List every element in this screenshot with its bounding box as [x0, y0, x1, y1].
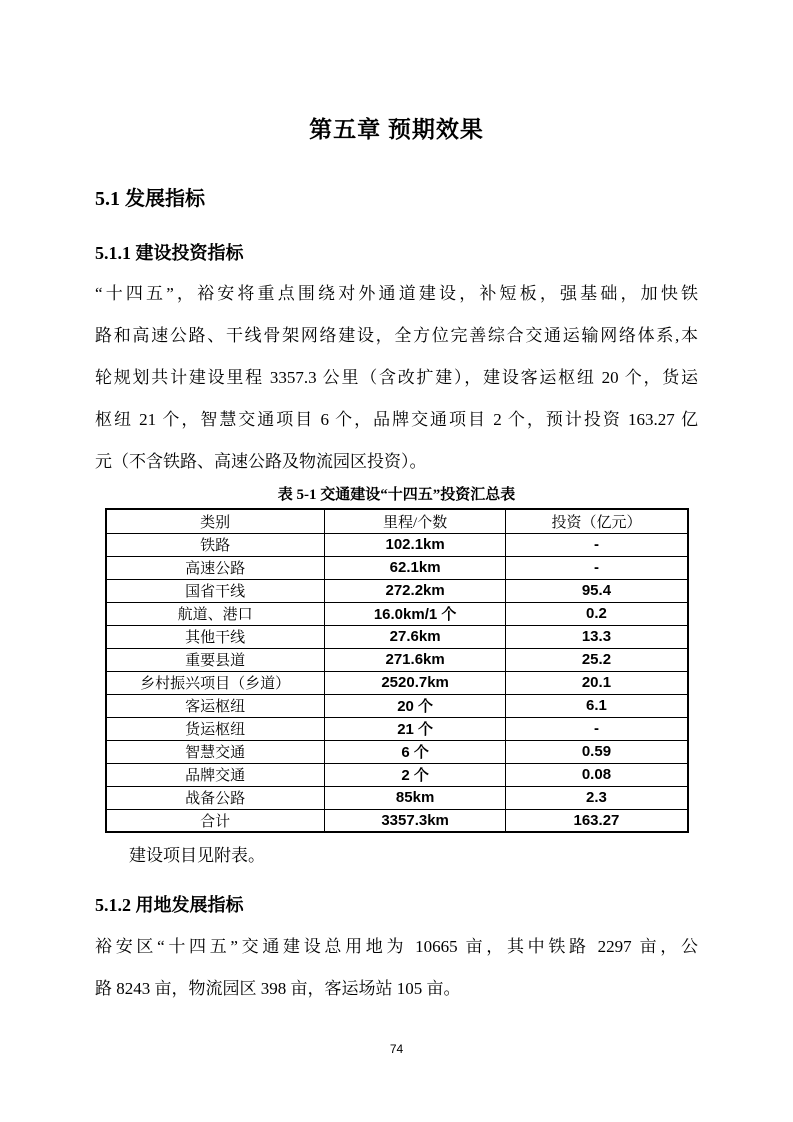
investment-cell: -: [506, 533, 688, 556]
page-number: 74: [389, 1042, 404, 1056]
investment-paragraph: [95, 273, 698, 483]
category-cell: 货运枢纽: [106, 717, 325, 740]
table-caption: 表 5-1 交通建设“十四五”投资汇总表: [277, 487, 516, 503]
paragraph-line: 元（不含铁路、高速公路及物流园区投资）。: [95, 452, 427, 471]
category-cell: 国省干线: [106, 579, 325, 602]
investment-cell: 163.27: [506, 809, 688, 832]
category-cell: 高速公路: [106, 556, 325, 579]
table-row: [106, 625, 688, 648]
paragraph-line: 轮规划共计建设里程 3357.3 公里（含改扩建），建设客运枢纽 20 个，货运: [95, 368, 698, 387]
category-cell: 铁路: [106, 533, 325, 556]
investment-cell: -: [506, 556, 688, 579]
table-row: [106, 809, 688, 832]
section-5-1-heading: 5.1 发展指标: [95, 188, 205, 210]
investment-cell: 2.3: [506, 786, 688, 809]
mileage-count-cell: 27.6km: [324, 625, 506, 648]
investment-cell: -: [506, 717, 688, 740]
table-row: [106, 717, 688, 740]
mileage-count-cell: 85km: [324, 786, 506, 809]
mileage-count-cell: 271.6km: [324, 648, 506, 671]
investment-cell: 0.08: [506, 763, 688, 786]
mileage-count-cell: 20 个: [324, 694, 506, 717]
mileage-count-cell: 2 个: [324, 763, 506, 786]
mileage-count-cell: 102.1km: [324, 533, 506, 556]
category-cell: 品牌交通: [106, 763, 325, 786]
investment-cell: 20.1: [506, 671, 688, 694]
table-row: [106, 533, 688, 556]
section-5-1-1-heading: 5.1.1 建设投资指标: [95, 243, 244, 263]
section-5-1-2-heading: 5.1.2 用地发展指标: [95, 895, 244, 915]
mileage-count-cell: 3357.3km: [324, 809, 506, 832]
investment-cell: 0.59: [506, 740, 688, 763]
paragraph-line: “十四五”，裕安将重点围绕对外通道建设，补短板，强基础，加快铁: [95, 284, 698, 303]
table-row: [106, 602, 688, 625]
category-cell: 智慧交通: [106, 740, 325, 763]
mileage-count-cell: 62.1km: [324, 556, 506, 579]
mileage-count-cell: 2520.7km: [324, 671, 506, 694]
table-row: [106, 648, 688, 671]
mileage-count-cell: 16.0km/1 个: [324, 602, 506, 625]
table-row: [106, 671, 688, 694]
investment-summary-table: [105, 508, 689, 833]
table-row: [106, 740, 688, 763]
paragraph-line: 路 8243 亩，物流园区 398 亩，客运场站 105 亩。: [95, 979, 461, 998]
category-cell: 航道、港口: [106, 602, 325, 625]
mileage-count-cell: 272.2km: [324, 579, 506, 602]
table-body: [106, 533, 688, 832]
header-investment: 投资（亿元）: [506, 509, 688, 533]
table-header-row: [106, 509, 688, 533]
table-row: [106, 763, 688, 786]
category-cell: 重要县道: [106, 648, 325, 671]
chapter-title: 第五章 预期效果: [309, 117, 484, 142]
category-cell: 其他干线: [106, 625, 325, 648]
header-category: 类别: [106, 509, 325, 533]
appendix-note: 建设项目见附表。: [129, 846, 265, 865]
table-row: [106, 694, 688, 717]
land-use-paragraph: [95, 926, 698, 1010]
paragraph-line: 枢纽 21 个，智慧交通项目 6 个，品牌交通项目 2 个，预计投资 163.27 亿: [95, 410, 698, 429]
investment-cell: 13.3: [506, 625, 688, 648]
category-cell: 战备公路: [106, 786, 325, 809]
category-cell: 客运枢纽: [106, 694, 325, 717]
paragraph-line: 路和高速公路、干线骨架网络建设，全方位完善综合交通运输网络体系,本: [95, 326, 698, 345]
investment-cell: 6.1: [506, 694, 688, 717]
category-cell: 合计: [106, 809, 325, 832]
investment-cell: 25.2: [506, 648, 688, 671]
investment-cell: 0.2: [506, 602, 688, 625]
mileage-count-cell: 21 个: [324, 717, 506, 740]
category-cell: 乡村振兴项目（乡道）: [106, 671, 325, 694]
table-row: [106, 579, 688, 602]
table-row: [106, 556, 688, 579]
table-head: [106, 509, 688, 533]
mileage-count-cell: 6 个: [324, 740, 506, 763]
table-row: [106, 786, 688, 809]
header-mileage-count: 里程/个数: [324, 509, 506, 533]
investment-cell: 95.4: [506, 579, 688, 602]
paragraph-line: 裕安区“十四五”交通建设总用地为 10665 亩，其中铁路 2297 亩，公: [95, 937, 698, 956]
